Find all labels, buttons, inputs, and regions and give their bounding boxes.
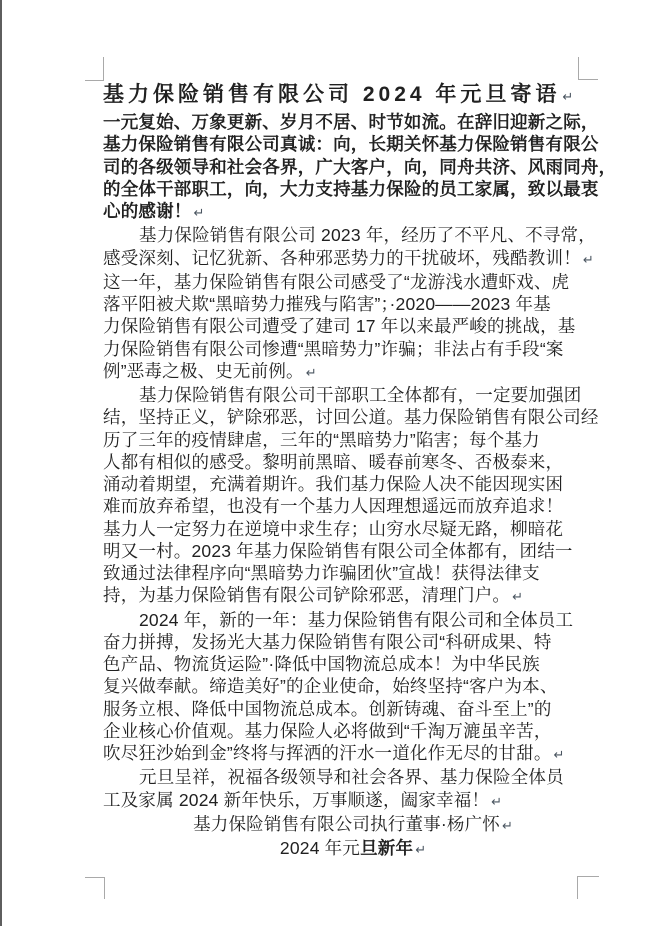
text-run: 这一年，基力保险销售有限公司感受了“龙游浅水遭虾戏、虎 [103, 271, 570, 292]
paragraph-mark-icon: ↵ [193, 205, 205, 220]
text-run: 致通过法律程序向“黑暗势力诈骗团伙”宣战！获得法律支 [103, 563, 540, 583]
text-run: 吹尽狂沙始到金”终将与挥洒的汗水一道化作无尽的甘甜。 [103, 743, 552, 763]
margin-crop-mark-top-left [85, 57, 104, 81]
text-line[interactable] [103, 789, 603, 813]
text-run: 2024 年，新的一年：基力保险销售有限公司和全体员工 [139, 609, 574, 630]
text-line[interactable] [103, 837, 603, 861]
margin-crop-mark-bottom-right [577, 876, 599, 899]
paragraph-mark-icon: ↵ [305, 364, 317, 380]
text-line[interactable] [103, 653, 603, 675]
text-line[interactable] [103, 720, 603, 742]
paragraph-mark-icon: ↵ [562, 89, 574, 104]
text-run: 元旦呈祥，祝福各级领导和社会各界、基力保险全体员 [139, 767, 564, 788]
text-run: 服务立根、降低中国物流总成本。创新铸魂、奋斗至上”的 [103, 698, 552, 719]
text-run: 力保险销售有限公司惨遭“黑暗势力”诈骗；非法占有手段“案 [103, 338, 564, 359]
text-run: 力保险销售有限公司遭受了建司 17 年以来最严峻的挑战，基 [103, 316, 576, 337]
text-line[interactable] [103, 224, 603, 246]
document-body [103, 111, 617, 861]
text-line[interactable] [103, 562, 603, 584]
text-run: 一元复始、万象更新、岁月不居、时节如流。在辞旧迎新之际， [103, 112, 599, 132]
text-run: 明又一村。2023 年基力保险销售有限公司全体都有，团结一 [103, 540, 573, 561]
text-run: 落平阳被犬欺“黑暗势力摧残与陷害”；·2020——2023 年基 [103, 294, 551, 314]
text-run: 色产品、物流货运险”·降低中国物流总成本！为中华民族 [103, 654, 540, 674]
text-line[interactable] [103, 429, 603, 451]
text-run: 人都有相似的感受。黎明前黑暗、暖春前寒冬、否极泰来， [103, 451, 564, 472]
text-run: 2024 年元 [279, 838, 361, 858]
text-line[interactable] [103, 495, 603, 517]
text-run: 结，坚持正义，铲除邪恶，讨回公道。基力保险销售有限公司经 [103, 407, 599, 428]
text-line[interactable] [103, 698, 603, 720]
text-line[interactable] [103, 540, 603, 562]
text-run: 工及家属 2024 新年快乐，万事顺遂，阖家幸福！ [103, 789, 490, 810]
text-line[interactable] [103, 315, 603, 337]
text-line[interactable] [103, 360, 603, 384]
text-line[interactable] [103, 178, 603, 200]
text-line[interactable] [103, 813, 603, 837]
document-title: 基力保险销售有限公司 2024 年元旦寄语 [103, 83, 561, 106]
text-line[interactable] [103, 271, 603, 293]
paragraph-mark-icon: ↵ [553, 747, 565, 762]
text-line[interactable] [103, 384, 603, 406]
text-run: 的全体干部职工，向，大力支持基力保险的员工家属，致以最衷 [103, 178, 599, 199]
text-run: 奋力拼搏，发扬光大基力保险销售有限公司“科研成果、特 [103, 631, 552, 652]
text-run: 感受深刻、记忆犹新、各种邪恶势力的干扰破坏，残酷教训！ [103, 247, 581, 268]
text-run: 心的感谢！ [103, 201, 192, 221]
paragraph-mark-icon: ↵ [502, 817, 513, 833]
text-run: 例”恶毒之极、史无前例。 [103, 360, 304, 381]
text-run: 涌动着期望，充满着期许。我们基力保险人决不能因现实困 [103, 474, 564, 494]
text-line[interactable] [103, 518, 603, 540]
text-run: 基力保险销售有限公司 2023 年，经历了不平凡、不寻常， [139, 225, 596, 246]
text-run: 复兴做奉献。缔造美好”的企业使命，始终坚持“客户为本、 [103, 676, 558, 697]
text-line[interactable] [103, 247, 603, 271]
text-run: 司的各级领导和社会各界，广大客户，向，同舟共济、风雨同舟， [103, 156, 617, 177]
text-run: 历了三年的疫情肆虐，三年的“黑暗势力”陷害；每个基力 [103, 429, 540, 450]
text-line[interactable] [103, 200, 603, 224]
text-run: 难而放弃希望，也没有一个基力人因理想遥远而放弃追求！ [103, 496, 564, 517]
text-run: 基力保险销售有限公司干部职工全体都有，一定要加强团 [139, 385, 582, 405]
text-line[interactable] [103, 631, 603, 653]
paragraph-mark-icon: ↵ [491, 793, 503, 809]
text-line[interactable] [103, 338, 603, 360]
text-line[interactable] [103, 742, 603, 766]
text-line[interactable] [103, 133, 603, 155]
text-run: 基力保险销售有限公司真诚：向，长期关怀基力保险销售有限公 [103, 134, 599, 155]
text-line[interactable] [103, 766, 603, 788]
text-run: 基力人一定努力在逆境中求生存；山穷水尽疑无路，柳暗花 [103, 518, 564, 539]
text-run: 企业核心价值观。基力保险人必将做到“千淘万漉虽辛苦， [103, 720, 552, 741]
text-line[interactable] [103, 609, 603, 631]
text-run: 旦新年 [360, 838, 414, 858]
margin-crop-mark-top-right [578, 57, 598, 80]
text-run: 持，为基力保险销售有限公司铲除邪恶，清理门户。 [103, 585, 511, 606]
window-edge-line [0, 0, 2, 926]
document-title-line[interactable] [103, 80, 603, 111]
margin-crop-mark-bottom-left [85, 877, 105, 899]
text-line[interactable] [103, 584, 603, 608]
document-text-area[interactable] [103, 80, 617, 861]
paragraph-mark-icon: ↵ [512, 589, 524, 605]
paragraph-mark-icon: ↵ [415, 842, 427, 857]
text-line[interactable] [103, 451, 603, 473]
text-line[interactable] [103, 293, 603, 315]
text-line[interactable] [103, 473, 603, 495]
text-line[interactable] [103, 675, 603, 697]
text-line[interactable] [103, 111, 603, 133]
text-line[interactable] [103, 156, 617, 178]
text-run: 基力保险销售有限公司执行董事·杨广怀 [193, 813, 501, 834]
text-line[interactable] [103, 406, 603, 428]
paragraph-mark-icon: ↵ [582, 251, 594, 267]
